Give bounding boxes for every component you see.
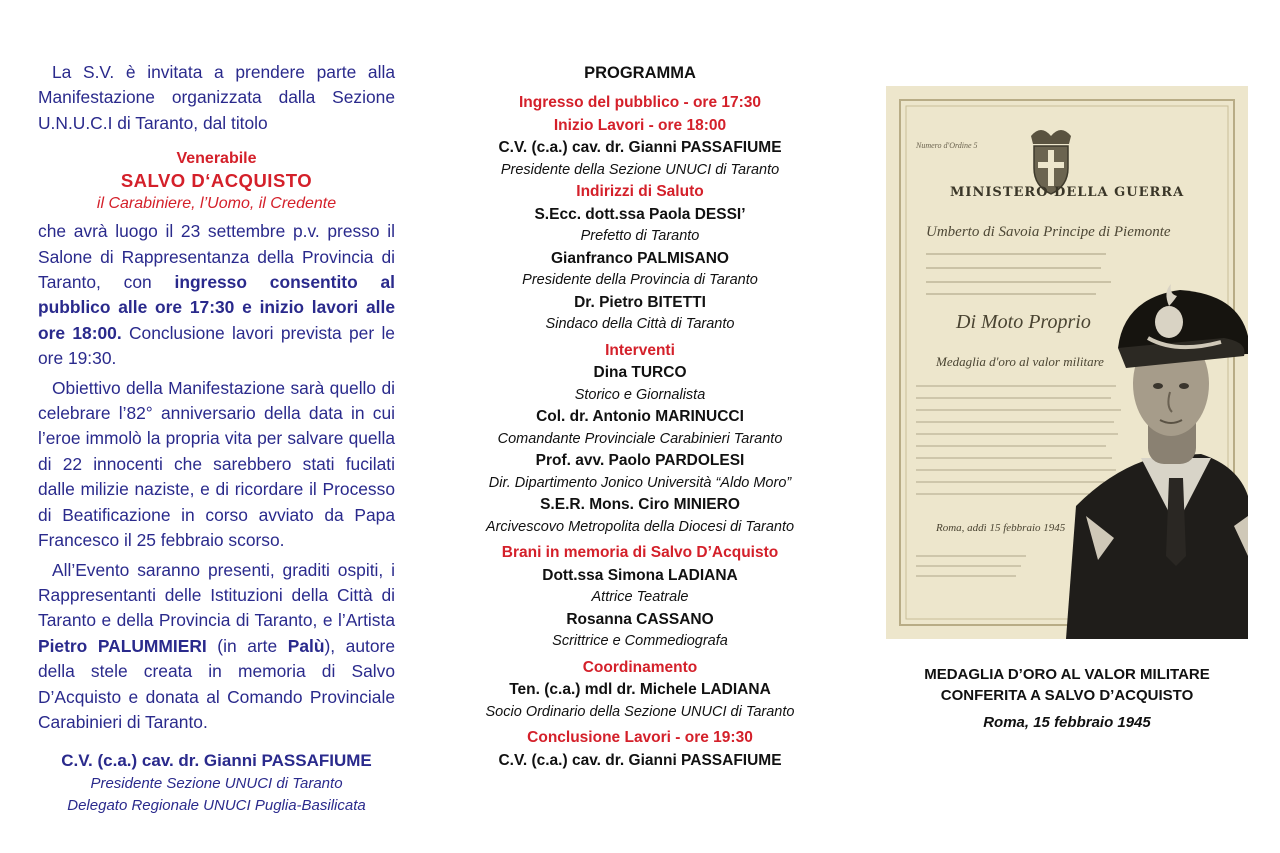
program-speaker-name: S.Ecc. dott.ssa Paola DESSI’ — [534, 205, 746, 223]
title-name: SALVO D‘ACQUISTO — [120, 170, 313, 192]
doc-line-3: Medaglia d'oro al valor militare — [936, 354, 1104, 369]
program-speaker-role: Prefetto di Taranto — [580, 228, 700, 244]
program-section-title: Inizio Lavori - ore 18:00 — [553, 116, 727, 134]
program-column — [440, 62, 840, 772]
title-venerabile: Venerabile — [176, 150, 257, 168]
program-section-title: Interventi — [605, 341, 675, 359]
document-illustration — [886, 86, 1248, 639]
doc-line-2: Di Moto Proprio — [956, 311, 1091, 333]
program-speaker-role: Attrice Teatrale — [591, 589, 689, 605]
medal-document-photo — [886, 86, 1248, 639]
program-speaker-name: Prof. avv. Paolo PARDOLESI — [535, 452, 745, 469]
intro-paragraph: La S.V. è invitata a prendere parte alla Manifestazione organizzata dalla Sezione U.N.U.C.I di Taranto, dal titolo — [38, 62, 395, 133]
program-speaker-name: Dott.ssa Simona LADIANA — [542, 566, 738, 584]
program-section-title: Ingresso del pubblico - ore 17:30 — [518, 94, 762, 111]
program-speaker-name: S.E.R. Mons. Ciro MINIERO — [540, 496, 740, 513]
program-speaker-role: Arcivescovo Metropolita della Diocesi di Taranto — [485, 518, 795, 535]
program-section-title: Conclusione Lavori - ore 19:30 — [527, 729, 753, 746]
doc-line-1: Umberto di Savoia Principe di Piemonte — [926, 224, 1171, 240]
caption-line-1: MEDAGLIA D’ORO AL VALOR MILITARE — [924, 666, 1210, 683]
doc-line-4: Roma, addì 15 febbraio 1945 — [936, 522, 1066, 534]
program-speaker-name: Col. dr. Antonio MARINUCCI — [536, 408, 744, 425]
program-speaker-role: Storico e Giornalista — [574, 386, 706, 403]
program-section-title: Brani in memoria di Salvo D’Acquisto — [501, 544, 779, 561]
program-heading: PROGRAMMA — [584, 64, 696, 82]
program-speaker-name: Dina TURCO — [593, 364, 687, 381]
signature-role-2: Delegato Regionale UNUCI Puglia-Basilicata — [67, 796, 366, 814]
objective-paragraph: Obiettivo della Manifestazione sarà quello di celebrare l’82° anniversario della data in cui l’eroe immolò la propria vita per salvare quella di 22 innocenti che sarebbero stati fucilati dalle milizie naziste, e di ricordare il Processo di Beatificazione in corso avviato da Papa Francesco il 25 febbraio scorso. — [38, 377, 395, 551]
event-paragraph: che avrà luogo il 23 settembre p.v. presso il Salone di Rappresentanza della Provincia di Taranto, con ingresso consentito al pubblico alle ore 17:30 e inizio lavori alle ore 18:00. Conclusione lavori prevista per le ore 19:30. — [38, 221, 395, 369]
caption-date: Roma, 15 febbraio 1945 — [983, 714, 1151, 731]
program-speaker-name: Gianfranco PALMISANO — [551, 249, 729, 267]
program-speaker-role: Socio Ordinario della Sezione UNUCI di Taranto — [485, 703, 795, 720]
program-speaker-name: Ten. (c.a.) mdl dr. Michele LADIANA — [509, 681, 771, 698]
program-speaker-role: Comandante Provinciale Carabinieri Taranto — [497, 430, 783, 447]
photo-caption — [900, 664, 1234, 733]
program-speaker-role: Scrittrice e Commediografa — [552, 633, 728, 649]
doc-number: Numero d'Ordine 5 — [916, 141, 978, 150]
program-speaker-role: Presidente della Provincia di Taranto — [522, 272, 758, 288]
signature-name: C.V. (c.a.) cav. dr. Gianni PASSAFIUME — [61, 751, 372, 771]
program-speaker-name: Dr. Pietro BITETTI — [574, 293, 706, 311]
program-speaker-name: Rosanna CASSANO — [566, 610, 714, 628]
program-section-title: Indirizzi di Saluto — [576, 183, 704, 200]
program-speaker-name: C.V. (c.a.) cav. dr. Gianni PASSAFIUME — [498, 139, 782, 156]
program-speaker-role: Dir. Dipartimento Jonico Università “Aldo Moro” — [488, 474, 792, 491]
program-speaker-role: Presidente della Sezione UNUCI di Taranto — [500, 161, 780, 178]
invitation-column — [38, 60, 395, 816]
program-speaker-role: Sindaco della Città di Taranto — [545, 316, 735, 332]
program-section-title: Coordinamento — [582, 658, 698, 676]
guests-paragraph: All’Evento saranno presenti, graditi ospiti, i Rappresentanti delle Istituzioni della Città di Taranto e della Provincia di Taranto, e l’Artista Pietro PALUMMIERI (in arte Palù), autore della stele creata in memoria di Salvo D’Acquisto e donata al Comando Provinciale Carabinieri di Taranto. — [38, 559, 395, 732]
title-subtitle: il Carabiniere, l’Uomo, il Credente — [96, 195, 337, 213]
doc-header: MINISTERO DELLA GUERRA — [950, 185, 1185, 200]
caption-line-2: CONFERITA A SALVO D’ACQUISTO — [940, 687, 1194, 704]
program-list — [440, 92, 840, 772]
program-speaker-name: C.V. (c.a.) cav. dr. Gianni PASSAFIUME — [498, 751, 782, 769]
signature-role-1: Presidente Sezione UNUCI di Taranto — [90, 775, 343, 793]
